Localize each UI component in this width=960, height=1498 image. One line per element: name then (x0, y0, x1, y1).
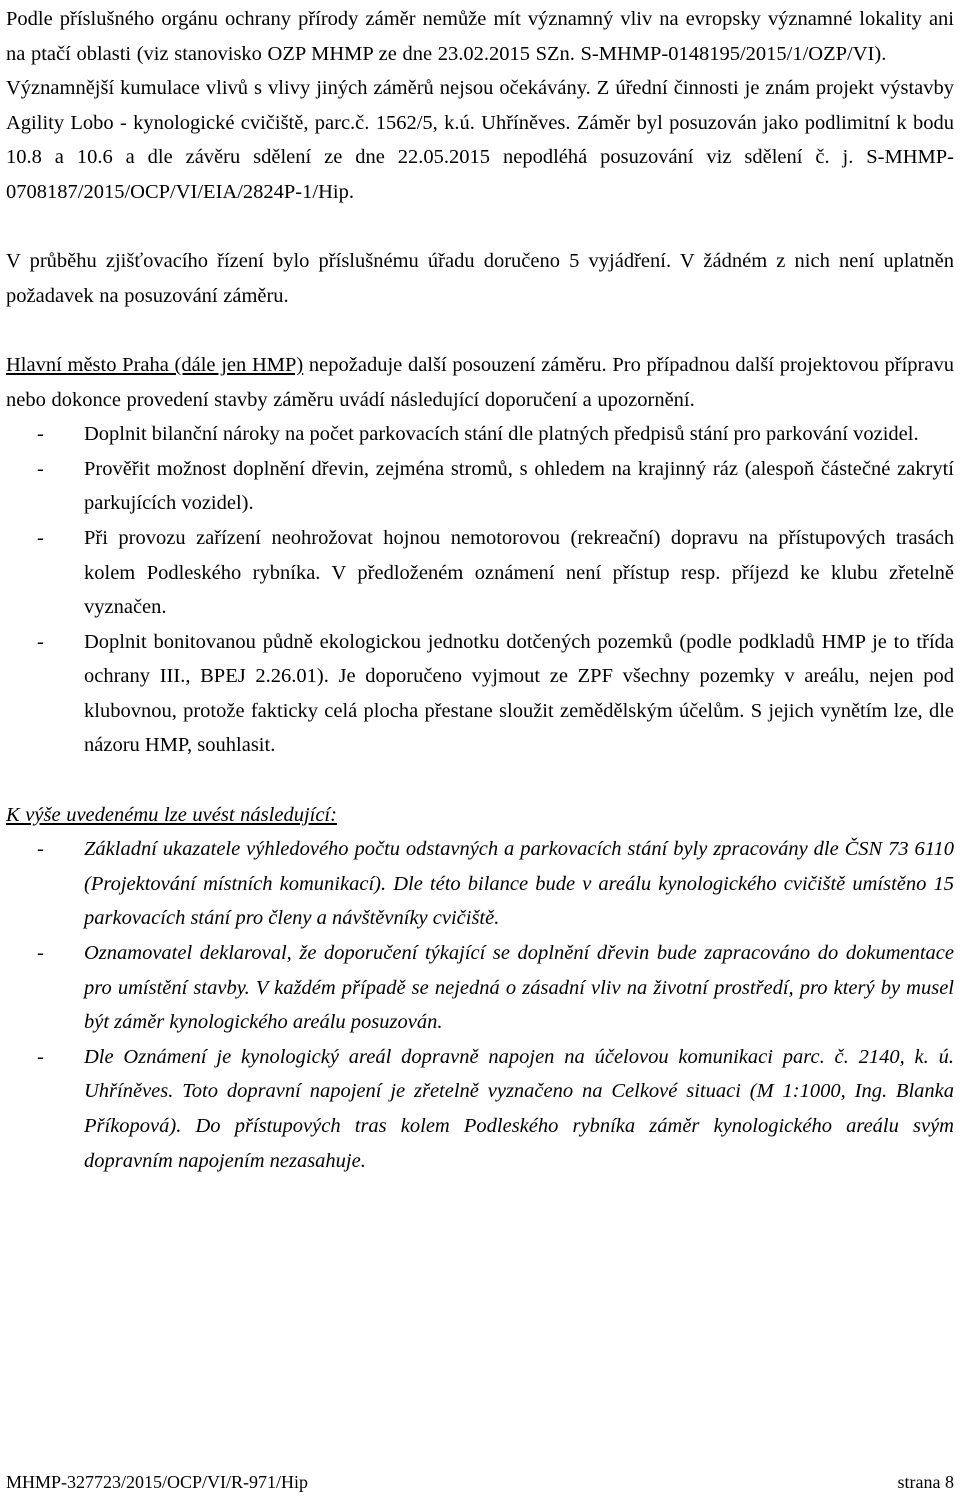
page-footer (6, 1471, 954, 1493)
spacer (6, 210, 954, 245)
response-heading: K výše uvedenému lze uvést následující: (6, 803, 337, 826)
list-item (6, 452, 954, 521)
list-item-text: Dle Oznámení je kynologický areál dopravně napojen na účelovou komunikaci parc. č. 2140, k. ú. Uhříněves. Toto dopravní napojení je zřetelně vyznačeno na Celkové situaci (M 1:1000, Ing. Blanka Příkopová). Do přístupových tras kolem Podleského rybníka záměr kynologického areálu svým dopravním napojením nezasahuje. (84, 1045, 954, 1172)
dash-bullet: - (37, 942, 44, 965)
list-item (6, 625, 954, 763)
list-item (6, 521, 954, 625)
dash-bullet: - (37, 630, 44, 653)
page-number: strana 8 (897, 1472, 954, 1492)
list-item-text: Prověřit možnost doplnění dřevin, zejména stromů, s ohledem na krajinný ráz (alespoň částečné zakrytí parkujících vozidel). (84, 457, 954, 515)
dash-bullet: - (37, 457, 44, 480)
document-page (6, 2, 954, 1178)
dash-bullet: - (37, 526, 44, 549)
response-list (6, 832, 954, 1178)
spacer (6, 763, 954, 798)
dash-bullet: - (37, 1045, 44, 1068)
list-item (6, 417, 954, 452)
paragraph-natura-opinion: Podle příslušného orgánu ochrany přírody záměr nemůže mít významný vliv na evropsky významné lokality ani na ptačí oblasti (viz stanovisko OZP MHMP ze dne 23.02.2015 SZn. S-MHMP-0148195/2015/1/OZP/VI). (6, 8, 954, 65)
list-item-text: Oznamovatel deklaroval, že doporučení týkající se doplnění dřevin bude zapracováno do dokumentace pro umístění stavby. V každém případě se nejedná o zásadní vliv na životní prostředí, pro který by musel být záměr kynologického areálu posuzován. (84, 942, 954, 1034)
list-item (6, 1040, 954, 1178)
list-item-text: Základní ukazatele výhledového počtu odstavných a parkovacích stání byly zpracovány dle ČSN 73 6110 (Projektování místních komunikací). Dle této bilance bude v areálu kynologického cvičiště umístěno 15 parkovacích stání pro členy a návštěvníky cvičiště. (84, 838, 954, 930)
dash-bullet: - (37, 423, 44, 446)
paragraph-cumulation: Významnější kumulace vlivů s vlivy jiných záměrů nejsou očekávány. Z úřední činnosti je znám projekt výstavby Agility Lobo - kynologické cvičiště, parc.č. 1562/5, k.ú. Uhříněves. Záměr byl posuzován jako podlimitní k bodu 10.8 a 10.6 a dle závěru sdělení ze dne 22.05.2015 nepodléhá posuzování viz sdělení č. j. S-MHMP-0708187/2015/OCP/VI/EIA/2824P-1/Hip. (6, 77, 954, 203)
dash-bullet: - (37, 838, 44, 861)
list-item (6, 832, 954, 936)
list-item-text: Doplnit bonitovanou půdně ekologickou jednotku dotčených pozemků (podle podkladů HMP je to třída ochrany III., BPEJ 2.26.01). Je doporučeno vyjmout ze ZPF všechny pozemky v areálu, nejen pod klubovnou, protože fakticky celá plocha přestane sloužit zemědělským účelům. S jejich vynětím lze, dle názoru HMP, souhlasit. (84, 630, 954, 757)
list-item-text: Doplnit bilanční nároky na počet parkovacích stání dle platných předpisů stání pro parkování vozidel. (84, 423, 919, 446)
hmp-recommendation-text: nepožaduje další posouzení záměru. Pro případnou další projektovou přípravu nebo dokonce provedení stavby záměru uvádí následující doporučení a upozornění. (6, 353, 954, 411)
paragraph-hmp-recommendation (6, 348, 954, 417)
document-reference: MHMP-327723/2015/OCP/VI/R-971/Hip (6, 1472, 309, 1492)
hmp-underlined-name: Hlavní město Praha (dále jen HMP) (6, 353, 304, 376)
list-item-text: Při provozu zařízení neohrožovat hojnou nemotorovou (rekreační) dopravu na přístupových trasách kolem Podleského rybníka. V předloženém oznámení není přístup resp. příjezd ke klubu zřetelně vyznačen. (84, 526, 954, 619)
spacer (6, 313, 954, 348)
recommendation-list (6, 417, 954, 763)
paragraph-procedure-statements: V průběhu zjišťovacího řízení bylo příslušnému úřadu doručeno 5 vyjádření. V žádném z nich není uplatněn požadavek na posuzování záměru. (6, 250, 954, 307)
list-item (6, 936, 954, 1040)
